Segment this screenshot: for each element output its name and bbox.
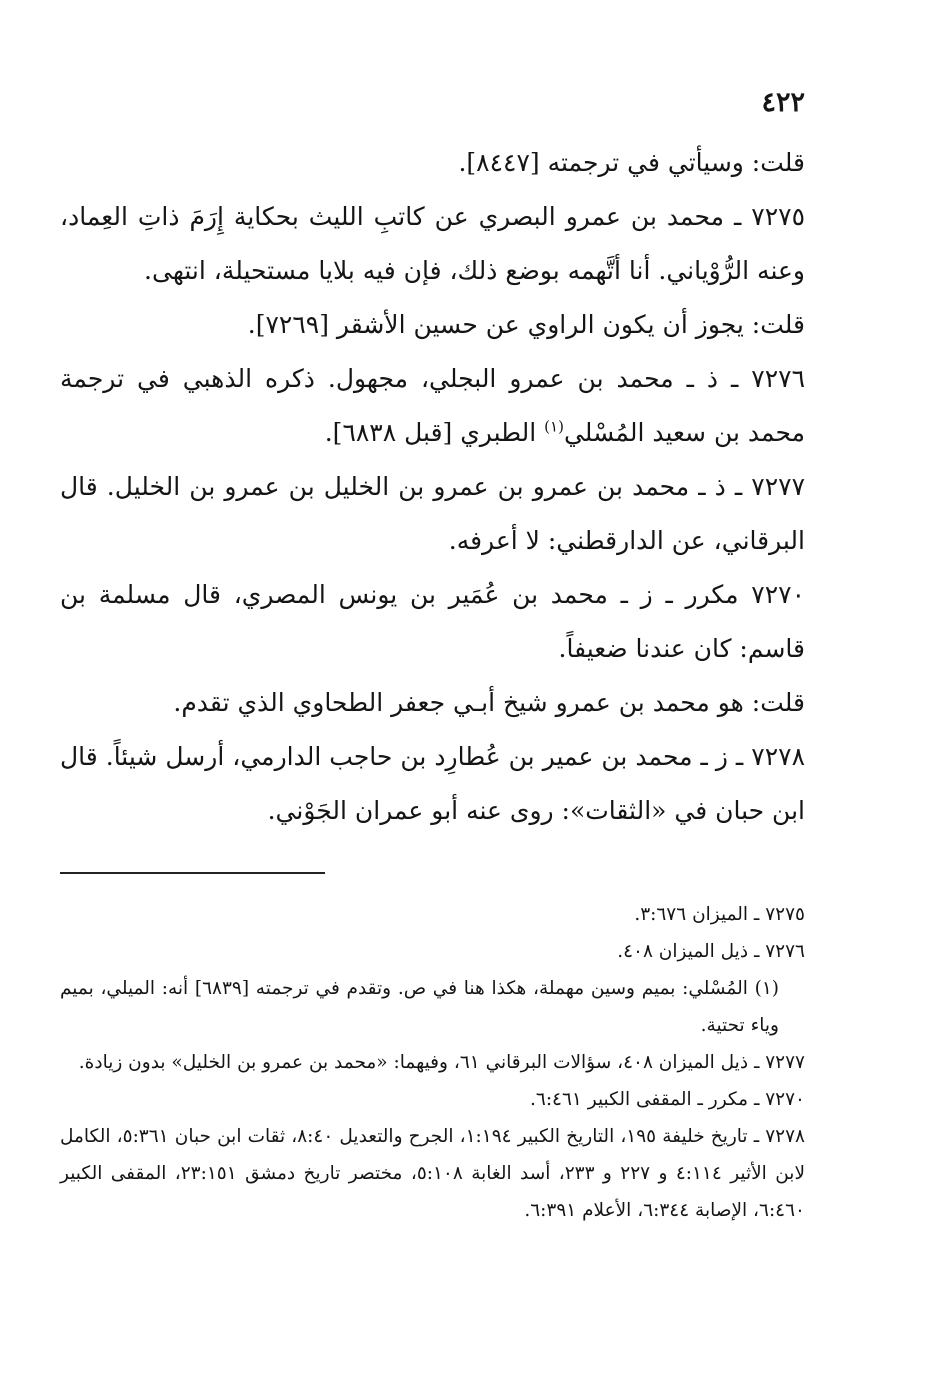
paragraph: قلت: يجوز أن يكون الراوي عن حسين الأشقر [٧٢٦٩]. <box>247 310 805 339</box>
page <box>60 82 805 1229</box>
main-text <box>60 136 805 838</box>
paragraph: قلت: هو محمد بن عمرو شيخ أبـي جعفر الطحاوي الذي تقدم. <box>173 688 805 717</box>
entry-7276-text-cont: الطبري [قبل ٦٨٣٨]. <box>324 418 537 447</box>
source-note-7276: ٧٢٧٦ ـ ذيل الميزان ٤٠٨. <box>617 941 805 962</box>
entry-7278: ٧٢٧٨ ـ ز ـ محمد بن عمير بن عُطارِد بن حاجب الدارمي، أرسل شيئاً. قال ابن حبان في «الثقات»: روى عنه أبو عمران الجَوْني. <box>60 742 805 825</box>
entry-7276-text: ٧٢٧٦ ـ ذ ـ محمد بن عمرو البجلي، مجهول. ذكره الذهبي في ترجمة محمد بن سعيد المُسْلي <box>60 364 805 447</box>
entry-7270-repeat: ٧٢٧٠ مكرر ـ ز ـ محمد بن عُمَير بن يونس المصري، قال مسلمة بن قاسم: كان عندنا ضعيفاً. <box>60 580 805 663</box>
source-note-7270: ٧٢٧٠ ـ مكرر ـ المقفى الكبير ٦:٤٦١. <box>530 1089 805 1110</box>
source-note-7277: ٧٢٧٧ ـ ذيل الميزان ٤٠٨، سؤالات البرقاني ٦١، وفيهما: «محمد بن عمرو بن الخليل» بدون زيادة. <box>78 1052 805 1073</box>
footnote-1: (١) المُسْلي: بميم وسين مهملة، هكذا هنا في ص. وتقدم في ترجمته [٦٨٣٩] أنه: الميلي، بميم وياء تحتية. <box>60 978 779 1036</box>
source-note-7278: ٧٢٧٨ ـ تاريخ خليفة ١٩٥، التاريخ الكبير ١:١٩٤، الجرح والتعديل ٨:٤٠، ثقات ابن حبان ٥:٣٦١، الكامل لابن الأثير ٤:١١٤ و ٢٢٧ و ٢٣٣، أسد الغابة ٥:١٠٨، مختصر تاريخ دمشق ٢٣:١٥١، المقفى الكبير ٦:٤٦٠، الإصابة ٦:٣٤٤، الأعلام ٦:٣٩١. <box>60 1126 805 1221</box>
entry-7275: ٧٢٧٥ ـ محمد بن عمرو البصري عن كاتبِ الليث بحكاية إِرَمَ ذاتِ العِماد، وعنه الرُّوْياني. أنا أتَّهمه بوضع ذلك، فإن فيه بلايا مستحيلة، انتهى. <box>60 202 805 285</box>
page-number: ٤٢٢ <box>761 87 805 118</box>
footnote-divider <box>60 872 325 874</box>
footnotes <box>60 896 805 1229</box>
footnote-reference: (١) <box>544 417 564 436</box>
entry-7277: ٧٢٧٧ ـ ذ ـ محمد بن عمرو بن عمرو بن الخليل بن عمرو بن الخليل. قال البرقاني، عن الدارقطني: لا أعرفه. <box>60 472 805 555</box>
paragraph: قلت: وسيأتي في ترجمته [٨٤٤٧]. <box>458 148 805 177</box>
entry-7276 <box>60 352 805 460</box>
source-note-7275: ٧٢٧٥ ـ الميزان ٣:٦٧٦. <box>634 904 805 925</box>
